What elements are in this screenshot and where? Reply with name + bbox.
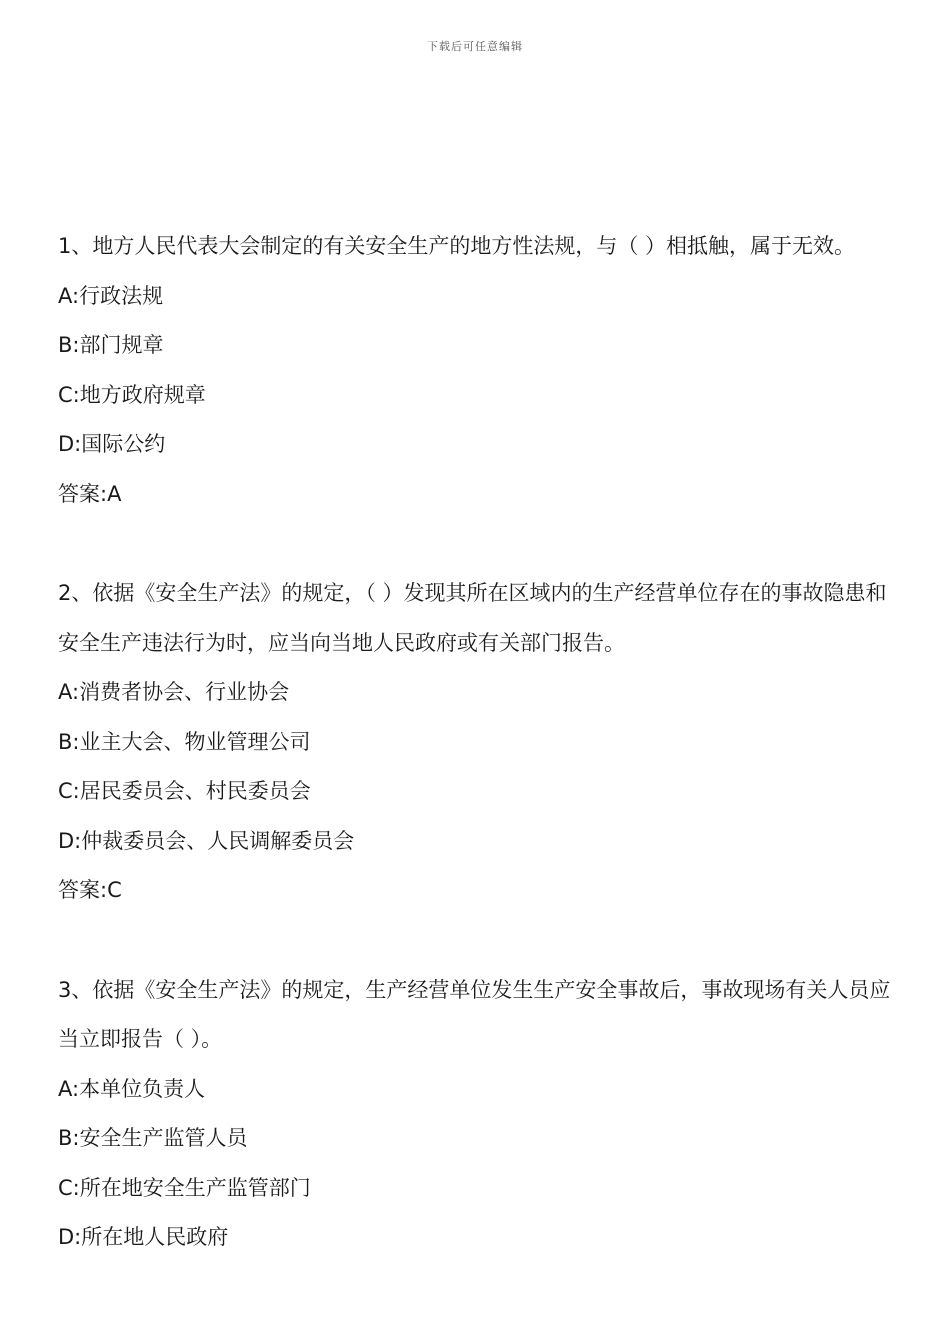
- option-b: B:业主大会、物业管理公司: [58, 729, 311, 754]
- option-d: D:仲裁委员会、人民调解委员会: [58, 828, 355, 853]
- question-1: [58, 222, 903, 519]
- question-stem: 2、依据《安全生产法》的规定，（ ）发现其所在区域内的生产经营单位存在的事故隐患和安全生产违法行为时，应当向当地人民政府或有关部门报告。: [58, 581, 887, 655]
- option-a: A:本单位负责人: [58, 1076, 206, 1101]
- option-c: C:所在地安全生产监管部门: [58, 1175, 311, 1200]
- answer: 答案:C: [58, 878, 122, 902]
- option-c: C:地方政府规章: [58, 382, 206, 407]
- option-d: D:所在地人民政府: [58, 1225, 229, 1249]
- option-c: C:居民委员会、村民委员会: [58, 779, 311, 803]
- option-d: D:国际公约: [58, 432, 166, 456]
- question-2: [58, 569, 903, 916]
- option-b: B:部门规章: [58, 333, 164, 357]
- document-body: [58, 222, 903, 1263]
- question-stem: 1、地方人民代表大会制定的有关安全生产的地方性法规，与（ ）相抵触，属于无效。: [58, 234, 856, 258]
- answer: 答案:A: [58, 481, 122, 506]
- question-stem: 3、依据《安全生产法》的规定，生产经营单位发生生产安全事故后，事故现场有关人员应当立即报告（ ）。: [58, 977, 891, 1051]
- option-b: B:安全生产监管人员: [58, 1126, 248, 1150]
- spacer: [58, 916, 903, 966]
- option-a: A:行政法规: [58, 283, 164, 308]
- question-3: [58, 966, 903, 1263]
- option-a: A:消费者协会、行业协会: [58, 680, 290, 704]
- page-header: 下载后可任意编辑: [427, 40, 523, 53]
- spacer: [58, 519, 903, 569]
